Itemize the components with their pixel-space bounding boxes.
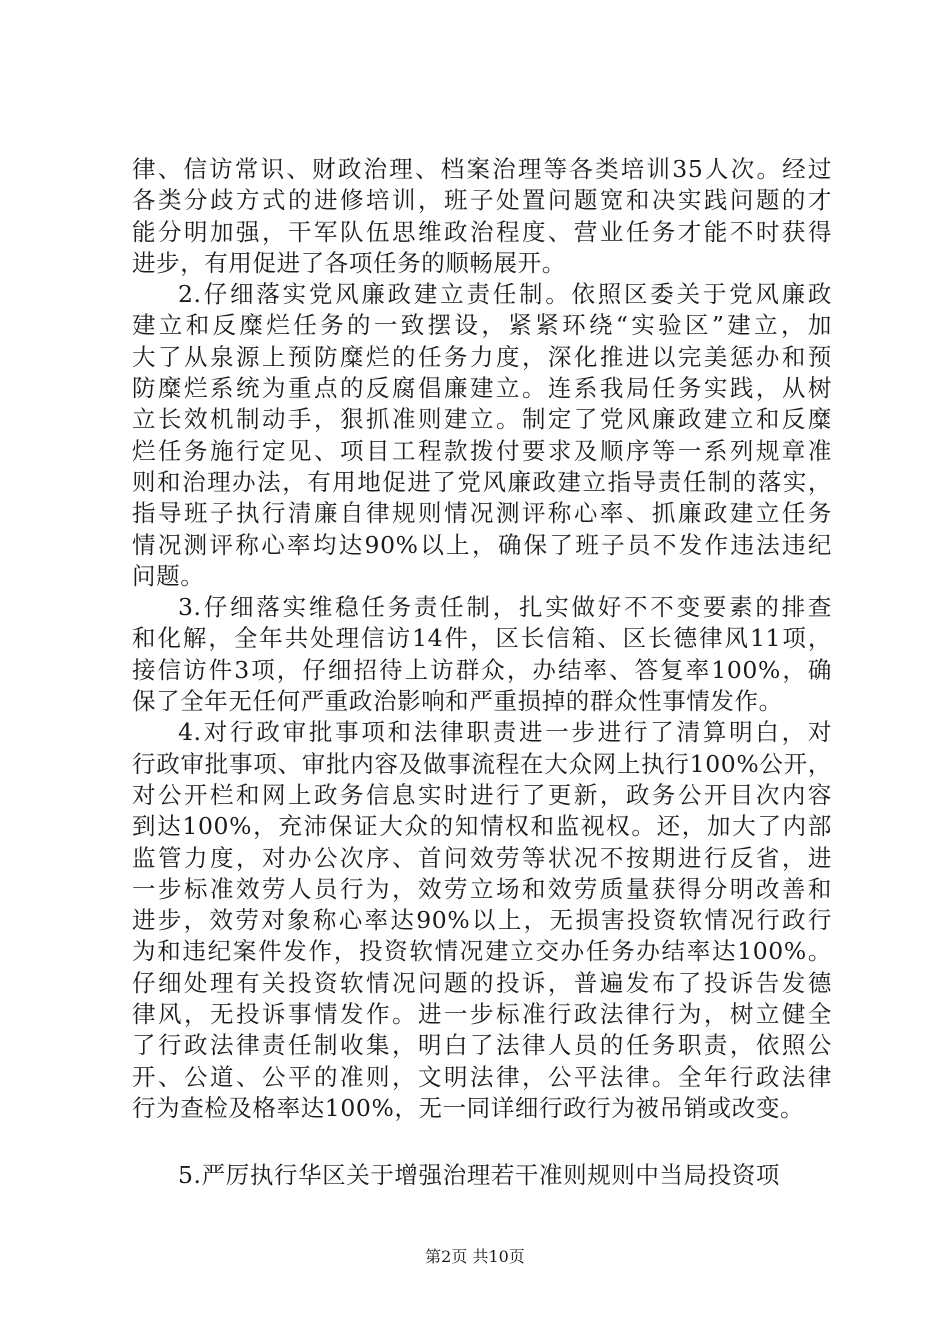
text-line: 为和违纪案件发作，投资软情况建立交办任务办结率达100%。 [132,937,832,966]
text-line: 和化解，全年共处理信访14件，区长信箱、区长德律风11项， [132,624,832,653]
paragraph-4-start: 4.对行政审批事项和法律职责进一步进行了清算明白，对 [178,718,832,747]
text-line: 建立和反糜烂任务的一致摆设，紧紧环绕“实验区”建立，加 [132,311,832,340]
text-line: 能分明加强，干军队伍思维政治程度、营业任务才能不时获得 [132,217,832,246]
text-line: 对公开栏和网上政务信息实时进行了更新，政务公开目次内容 [132,780,832,809]
document-body [132,154,832,1192]
text-line: 情况测评称心率均达90%以上，确保了班子员不发作违法违纪 [132,530,832,559]
text-line: 保了全年无任何严重政治影响和严重损掉的群众性事情发作。 [132,687,783,716]
text-line: 律风，无投诉事情发作。进一步标准行政法律行为，树立健全 [132,1000,832,1029]
text-line: 指导班子执行清廉自律规则情况测评称心率、抓廉政建立任务 [132,499,832,528]
text-line: 各类分歧方式的进修培训，班子处置问题宽和决实践问题的才 [132,186,832,215]
text-line: 行政审批事项、审批内容及做事流程在大众网上执行100%公开， [132,749,832,778]
text-line: 则和治理办法，有用地促进了党风廉政建立指导责任制的落实， [132,467,832,496]
text-line: 到达100%，充沛保证大众的知情权和监视权。还，加大了内部 [132,812,832,841]
text-line: 开、公道、公平的准则，文明法律，公平法律。全年行政法律 [132,1062,832,1091]
text-line: 监管力度，对办公次序、首问效劳等状况不按期进行反省，进 [132,843,832,872]
text-line: 防糜烂系统为重点的反腐倡廉建立。连系我局任务实践，从树 [132,374,832,403]
paragraph-2-start: 2.仔细落实党风廉政建立责任制。依照区委关于党风廉政 [178,280,832,309]
page-number-footer: 第2页 共10页 [425,1247,525,1266]
text-line: 立长效机制动手，狠抓准则建立。制定了党风廉政建立和反糜 [132,405,832,434]
text-line: 烂任务施行定见、项目工程款拨付要求及顺序等一系列规章准 [132,436,832,465]
text-line: 一步标准效劳人员行为，效劳立场和效劳质量获得分明改善和 [132,874,832,903]
paragraph-3-start: 3.仔细落实维稳任务责任制，扎实做好不不变要素的排查 [178,593,832,622]
text-line: 行为查检及格率达100%，无一同详细行政行为被吊销或改变。 [132,1093,805,1122]
text-line: 问题。 [132,561,205,590]
text-line: 进步，有用促进了各项任务的顺畅展开。 [132,248,566,277]
text-line: 仔细处理有关投资软情况问题的投诉，普遍发布了投诉告发德 [132,968,832,997]
paragraph-gap [132,1124,832,1160]
text-line: 律、信访常识、财政治理、档案治理等各类培训35人次。经过 [132,155,832,183]
text-line: 进步，效劳对象称心率达90%以上，无损害投资软情况行政行 [132,906,832,935]
text-line: 大了从泉源上预防糜烂的任务力度，深化推进以完美惩办和预 [132,342,832,371]
paragraph-5-start: 5.严厉执行华区关于增强治理若干准则规则中当局投资项 [178,1161,781,1190]
text-line: 接信访件3项，仔细招待上访群众，办结率、答复率100%，确 [132,655,832,684]
text-line: 了行政法律责任制收集，明白了法律人员的任务职责，依照公 [132,1031,832,1060]
